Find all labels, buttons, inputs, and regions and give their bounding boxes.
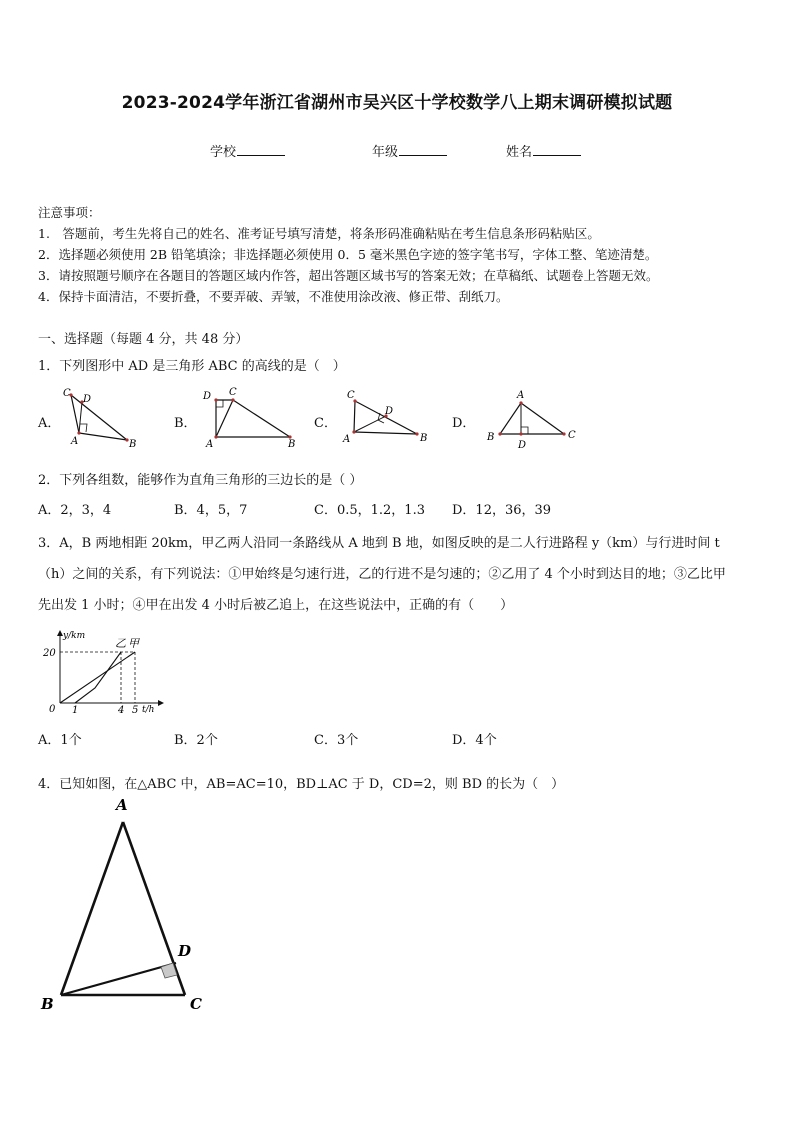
school-field[interactable] — [210, 141, 285, 160]
note-item: 1. 答题前，考生先将自己的姓名、准考证号填写清楚，将条形码准确粘贴在考生信息条形码粘贴区。 — [38, 226, 600, 241]
fig-c-label-d: D — [385, 406, 394, 417]
q4-label-a: A — [116, 796, 128, 814]
graph-label-jia: 甲 — [128, 637, 139, 650]
question-4-stem: 4．已知如图，在△ABC 中，AB=AC=10，BD⊥AC 于 D，CD=2，则 BD 的长为（ ） — [38, 777, 565, 792]
q1-figure-a — [58, 385, 148, 450]
q3-option-c[interactable]: C．3个 — [314, 733, 359, 748]
q1-option-b[interactable]: B． — [174, 416, 197, 431]
q4-label-d: D — [178, 942, 192, 960]
fig-a-label-a: A — [71, 436, 79, 447]
fig-d-label-b: B — [487, 432, 495, 443]
note-item: 2．选择题必须使用 2B 铅笔填涂；非选择题必须使用 0．5 毫米黑色字迹的签字笔书写，字体工整、笔迹清楚。 — [38, 247, 658, 262]
name-blank[interactable] — [533, 143, 581, 156]
q2-option-a[interactable]: A．2，3，4 — [38, 503, 112, 518]
graph-x-tick-4: 4 — [118, 705, 125, 716]
q2-option-c[interactable]: C．0.5，1.2，1.3 — [314, 503, 425, 518]
fig-c-label-a: A — [343, 434, 351, 445]
school-blank[interactable] — [237, 143, 285, 156]
graph-x-axis-label: t/h — [142, 705, 155, 715]
graph-y-axis-label: y/km — [63, 631, 86, 641]
q3-option-b[interactable]: B．2个 — [174, 733, 218, 748]
grade-field[interactable] — [372, 141, 447, 160]
note-item: 4．保持卡面清洁，不要折叠，不要弄破、弄皱，不准使用涂改液、修正带、刮纸刀。 — [38, 289, 509, 304]
q1-figure-b — [196, 383, 306, 451]
grade-label: 年级 — [372, 145, 399, 160]
graph-x-tick-5: 5 — [132, 705, 139, 716]
fig-b-label-a: A — [206, 439, 214, 450]
question-3-line-3: 先出发 1 小时；④甲在出发 4 小时后被乙追上，在这些说法中，正确的有（ ） — [38, 598, 514, 613]
q4-triangle-figure — [30, 790, 230, 1020]
graph-origin-label: 0 — [49, 704, 56, 715]
fig-c-label-b: B — [420, 433, 428, 444]
q3-option-d[interactable]: D．4个 — [452, 733, 497, 748]
question-3-line-2: （h）之间的关系，有下列说法：①甲始终是匀速行进，乙的行进不是匀速的；②乙用了 4 个小时到达目的地；③乙比甲 — [38, 567, 726, 582]
q1-figure-c — [338, 385, 438, 450]
q3-distance-time-graph — [40, 628, 170, 718]
q4-label-c: C — [190, 995, 202, 1013]
fig-a-label-b: B — [129, 439, 137, 450]
q1-option-c[interactable]: C． — [314, 416, 337, 431]
fig-a-label-c: C — [63, 388, 71, 399]
question-3-line-1: 3．A，B 两地相距 20km，甲乙两人沿同一条路线从 A 地到 B 地，如图反映的是二人行进路程 y（km）与行进时间 t — [38, 536, 720, 551]
fig-c-label-c: C — [347, 390, 355, 401]
q1-figure-d — [484, 387, 584, 452]
question-1-stem: 1．下列图形中 AD 是三角形 ABC 的高线的是（ ） — [38, 359, 346, 374]
fig-d-label-d: D — [518, 440, 527, 451]
note-item: 3．请按照题号顺序在各题目的答题区域内作答，超出答题区域书写的答案无效；在草稿纸、试题卷上答题无效。 — [38, 268, 659, 283]
graph-y-tick-20: 20 — [43, 648, 56, 659]
page-title: 2023-2024学年浙江省湖州市吴兴区十学校数学八上期末调研模拟试题 — [121, 93, 673, 113]
fig-d-label-a: A — [517, 390, 525, 401]
fig-b-label-d: D — [203, 391, 212, 402]
grade-blank[interactable] — [399, 143, 447, 156]
q1-option-a[interactable]: A． — [38, 416, 61, 431]
q3-option-a[interactable]: A．1个 — [38, 733, 82, 748]
q1-option-d[interactable]: D． — [452, 416, 476, 431]
name-field[interactable] — [506, 141, 581, 160]
question-2-stem: 2．下列各组数，能够作为直角三角形的三边长的是（ ） — [38, 473, 363, 488]
section-heading: 一、选择题（每题 4 分，共 48 分） — [38, 332, 249, 347]
fig-a-label-d: D — [83, 394, 92, 405]
q4-label-b: B — [41, 995, 54, 1013]
fig-d-label-c: C — [568, 430, 576, 441]
q2-option-d[interactable]: D．12，36，39 — [452, 503, 552, 518]
graph-label-yi: 乙 — [115, 637, 126, 650]
fig-b-label-c: C — [229, 387, 237, 398]
name-label: 姓名 — [506, 145, 533, 160]
graph-x-tick-1: 1 — [72, 705, 79, 716]
notes-heading: 注意事项： — [38, 205, 101, 220]
q2-option-b[interactable]: B．4，5，7 — [174, 503, 248, 518]
school-label: 学校 — [210, 145, 237, 160]
fig-b-label-b: B — [288, 439, 296, 450]
